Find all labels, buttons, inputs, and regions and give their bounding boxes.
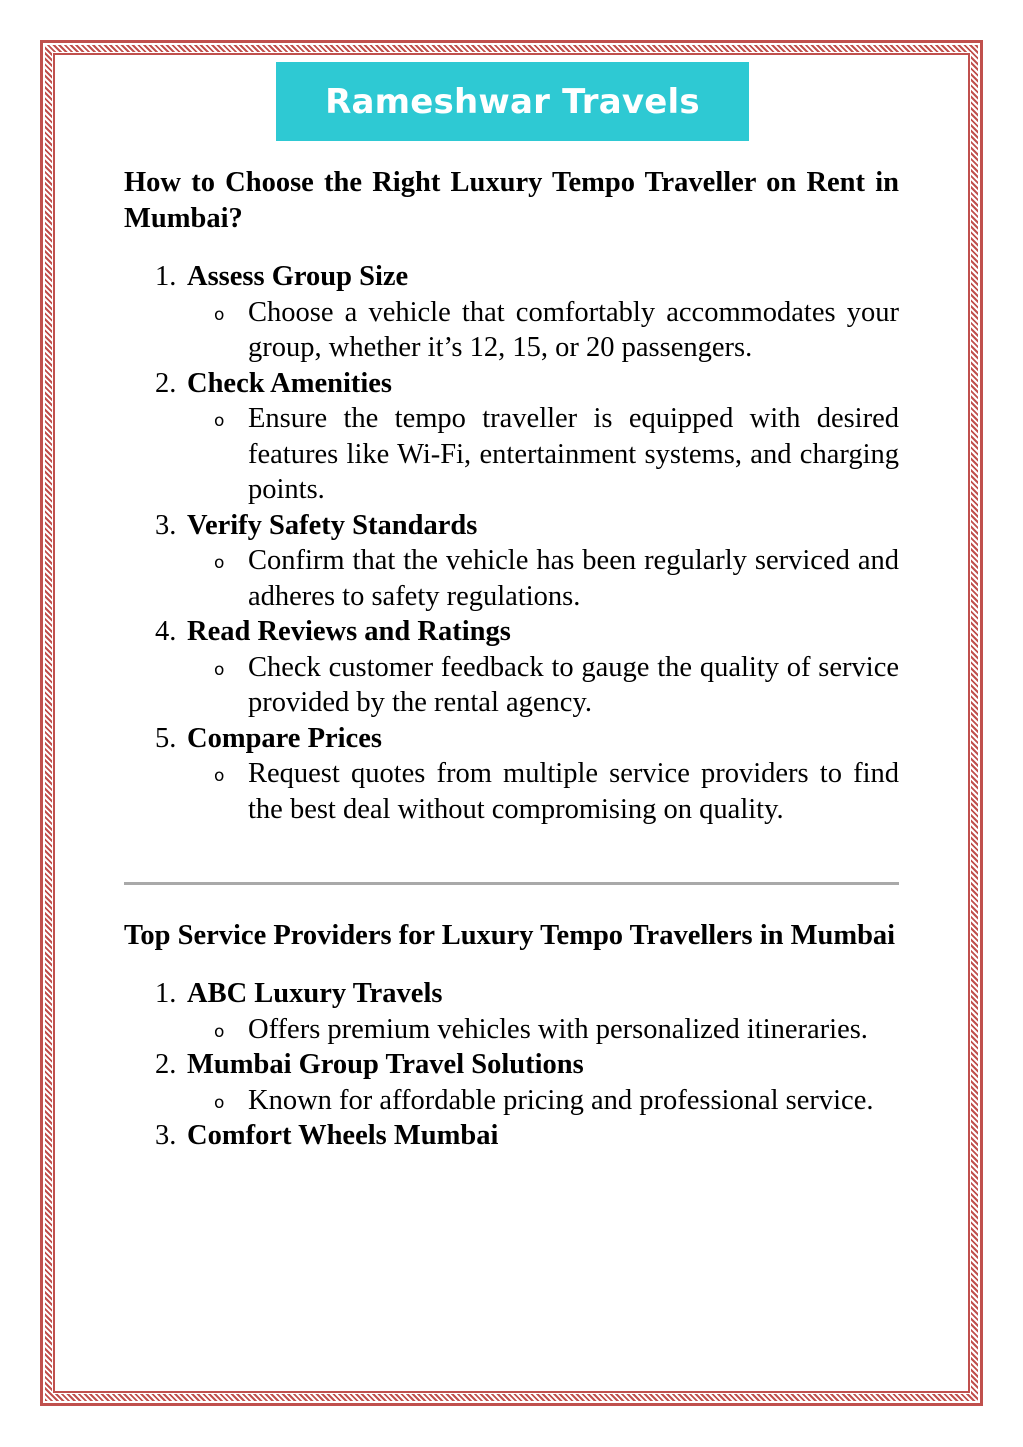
list-item xyxy=(124,1047,899,1118)
bullet-circle-icon: o xyxy=(214,1021,225,1042)
list-item xyxy=(124,721,899,828)
step-title: Assess Group Size xyxy=(187,261,409,292)
list-item xyxy=(124,259,899,366)
step-detail xyxy=(124,756,899,827)
bullet-circle-icon: o xyxy=(214,1092,225,1113)
step-number: 4. xyxy=(155,616,177,647)
providers-list xyxy=(124,976,899,1154)
step-number: 3. xyxy=(155,1120,177,1151)
list-item xyxy=(124,1118,899,1154)
step-detail-text: Check customer feedback to gauge the quality of service provided by the rental agency. xyxy=(248,651,899,718)
section-heading-choose: How to Choose the Right Luxury Tempo Traveller on Rent in Mumbai? xyxy=(124,167,899,234)
list-item xyxy=(124,614,899,721)
list-item xyxy=(124,508,899,615)
step-detail-text: Ensure the tempo traveller is equipped with desired features like Wi-Fi, entertainment systems, and charging points. xyxy=(248,403,899,505)
provider-name: Comfort Wheels Mumbai xyxy=(187,1120,499,1151)
brand-logo-banner xyxy=(276,62,749,141)
step-detail-text: Request quotes from multiple service providers to find the best deal without compromising on quality. xyxy=(248,758,899,825)
bullet-circle-icon: o xyxy=(214,411,225,431)
step-detail xyxy=(124,650,899,721)
step-number: 3. xyxy=(155,509,177,541)
bullet-circle-icon: o xyxy=(214,659,225,680)
section-divider xyxy=(124,882,899,885)
provider-detail xyxy=(124,1083,899,1119)
provider-detail xyxy=(124,1012,899,1048)
step-detail xyxy=(124,401,899,508)
step-title: Compare Prices xyxy=(187,722,382,754)
step-number: 5. xyxy=(155,722,177,754)
step-detail-text: Confirm that the vehicle has been regularly serviced and adheres to safety regulations. xyxy=(248,545,899,612)
bullet-circle-icon: o xyxy=(214,766,225,786)
provider-name: Mumbai Group Travel Solutions xyxy=(187,1049,584,1080)
step-number: 2. xyxy=(155,1049,177,1080)
step-title: Check Amenities xyxy=(187,367,393,399)
provider-name: ABC Luxury Travels xyxy=(187,978,443,1009)
list-item xyxy=(124,366,899,508)
step-number: 1. xyxy=(155,261,177,292)
section-heading-providers: Top Service Providers for Luxury Tempo Travellers in Mumbai xyxy=(124,920,896,951)
step-number: 1. xyxy=(155,978,177,1009)
brand-logo-text: Rameshwar Travels xyxy=(325,81,700,122)
step-title: Read Reviews and Ratings xyxy=(187,616,511,647)
provider-detail-text: Known for affordable pricing and professional service. xyxy=(248,1084,874,1116)
document-content xyxy=(124,165,899,1154)
step-detail xyxy=(124,543,899,614)
bullet-circle-icon: o xyxy=(214,553,225,573)
step-title: Verify Safety Standards xyxy=(187,509,478,541)
provider-detail-text: Offers premium vehicles with personalized itineraries. xyxy=(248,1013,868,1045)
step-detail xyxy=(124,295,899,366)
list-item xyxy=(124,976,899,1047)
choose-steps-list xyxy=(124,259,899,827)
step-detail-text: Choose a vehicle that comfortably accommodates your group, whether it’s 12, 15, or 20 passengers. xyxy=(248,296,899,363)
bullet-circle-icon: o xyxy=(214,304,225,325)
step-number: 2. xyxy=(155,367,177,399)
